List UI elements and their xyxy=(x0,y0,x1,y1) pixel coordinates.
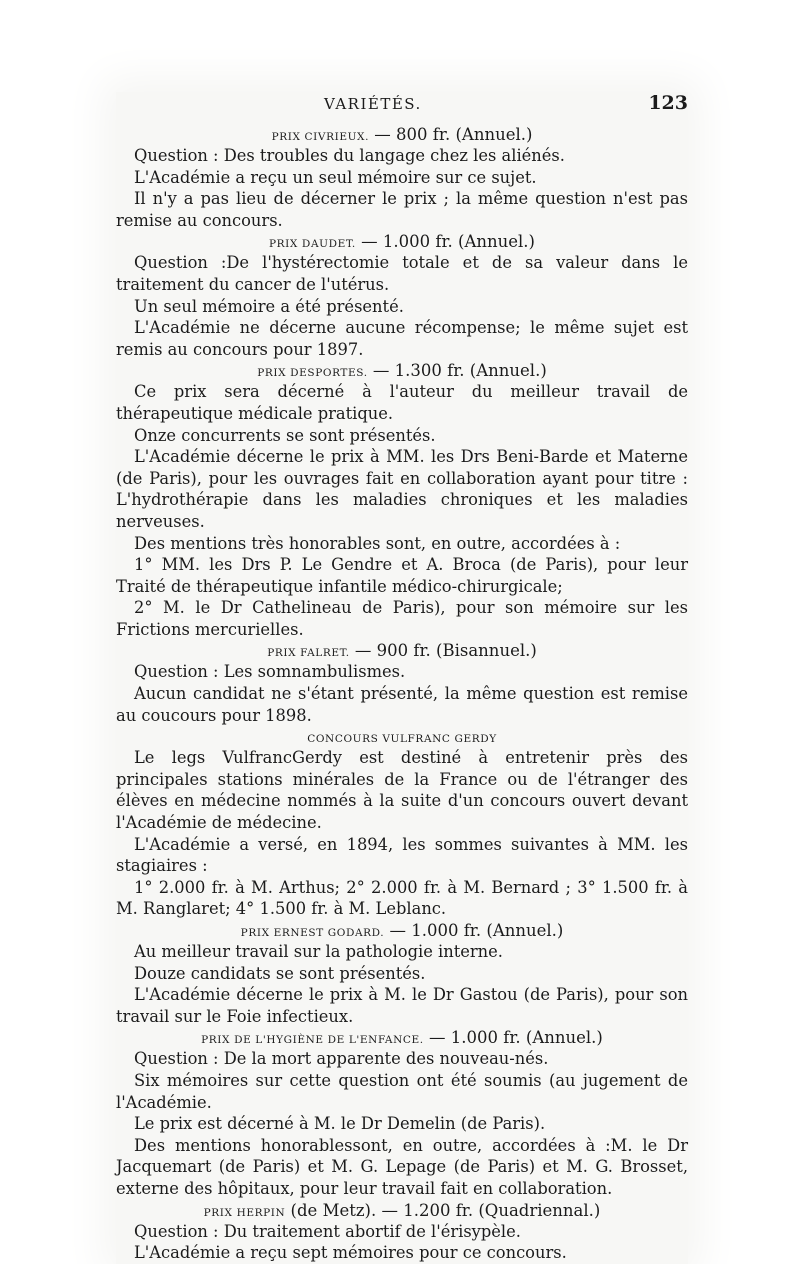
paragraph: Question : Les somnambulismes. xyxy=(134,662,406,682)
page-header xyxy=(116,92,688,122)
section-heading-vulfranc-gerdy xyxy=(116,726,688,747)
paragraph: 1° MM. les Drs P. Le Gendre et A. Broca (de Paris), pour leur Traité de thérapeutique infantile médico-chirurgicale; xyxy=(116,555,688,596)
paragraph: Aucun candidat ne s'étant présenté, la même question est remise au coucours pour 1898. xyxy=(116,684,688,725)
prize-amount: (de Metz). — 1.200 fr. (Quadriennal.) xyxy=(285,1200,601,1220)
paragraph: Six mémoires sur cette question ont été soumis (au jugement de l'Académie. xyxy=(116,1070,688,1112)
paragraph: Le legs VulfrancGerdy est destiné à entretenir près des principales stations minérales de la France ou de l'étranger des élèves en médecine nommés à la suite d'un concours ouvert devant l'Académie de médecine. xyxy=(116,748,688,833)
paragraph: Question : Du traitement abortif de l'érisypèle. xyxy=(134,1221,521,1241)
page-body xyxy=(116,124,688,1264)
paragraph: Question : Des troubles du langage chez les aliénés. xyxy=(134,146,565,165)
page-number: 123 xyxy=(648,92,688,114)
prize-name: PRIX ERNEST GODARD. xyxy=(240,927,385,939)
paragraph: Ce prix sera décerné à l'auteur du meilleur travail de thérapeutique médicale pratique. xyxy=(116,382,688,423)
section-heading-falret xyxy=(116,640,688,661)
paragraph: Question : De la mort apparente des nouveau-nés. xyxy=(134,1049,549,1069)
prize-name: PRIX DESPORTES. xyxy=(257,367,368,380)
paragraph: Il n'y a pas lieu de décerner le prix ; la même question n'est pas remise au concours. xyxy=(116,189,688,230)
paragraph: L'Académie a versé, en 1894, les sommes suivantes à MM. les stagiaires : xyxy=(116,834,688,876)
paragraph: Un seul mémoire a été présenté. xyxy=(134,296,404,316)
section-heading-herpin xyxy=(116,1200,688,1221)
section-heading-hygiene-enfance xyxy=(116,1027,688,1048)
prize-amount: — 1.300 fr. (Annuel.) xyxy=(367,361,547,381)
prize-name: CONCOURS VULFRANC GERDY xyxy=(307,733,497,746)
paragraph: L'Académie ne décerne aucune récompense; le même sujet est remis au concours pour 1897. xyxy=(116,318,688,359)
paragraph: L'Académie décerne le prix à MM. les Drs Beni-Barde et Materne (de Paris), pour les ouvrages fait en collaboration ayant pour titre : L'hydrothérapie dans les maladies chroniques et les maladies nerveuses. xyxy=(116,447,688,531)
paragraph: 2° M. le Dr Cathelineau de Paris), pour son mémoire sur les Frictions mercurielles. xyxy=(116,598,688,639)
section-heading-daudet xyxy=(116,231,688,252)
paragraph: 1° 2.000 fr. à M. Arthus; 2° 2.000 fr. à M. Bernard ; 3° 1.500 fr. à M. Ranglaret; 4° 1.500 fr. à M. Leblanc. xyxy=(116,877,688,919)
prize-amount: — 900 fr. (Bisannuel.) xyxy=(349,641,537,661)
prize-amount: — 1.000 fr. (Annuel.) xyxy=(355,232,535,252)
section-heading-desportes xyxy=(116,360,688,381)
paragraph: Des mentions très honorables sont, en outre, accordées à : xyxy=(134,533,621,553)
running-title: VARIÉTÉS. xyxy=(324,95,422,113)
paragraph: Onze concurrents se sont présentés. xyxy=(134,425,436,445)
prize-name: PRIX DE L'HYGIÈNE DE L'ENFANCE. xyxy=(201,1034,424,1047)
paragraph: L'Académie a reçu sept mémoires pour ce concours. xyxy=(134,1243,567,1263)
prize-name: PRIX HERPIN xyxy=(203,1206,286,1219)
paragraph: Douze candidats se sont présentés. xyxy=(134,963,426,983)
paragraph: Au meilleur travail sur la pathologie interne. xyxy=(134,942,503,961)
prize-name: PRIX DAUDET. xyxy=(269,238,356,251)
prize-amount: — 1.000 fr. (Annuel.) xyxy=(423,1028,603,1048)
prize-name: PRIX CIVRIEUX. xyxy=(271,131,370,143)
paragraph: L'Académie décerne le prix à M. le Dr Gastou (de Paris), pour son travail sur le Foie infectieux. xyxy=(116,985,688,1026)
paragraph: L'Académie a reçu un seul mémoire sur ce sujet. xyxy=(134,167,537,187)
paragraph: Question :De l'hystérectomie totale et de sa valeur dans le traitement du cancer de l'utérus. xyxy=(116,253,688,294)
paragraph: Des mentions honorablessont, en outre, accordées à :M. le Dr Jacquemart (de Paris) et M. G. Lepage (de Paris) et M. G. Brosset, externe des hôpitaux, pour leur travail fait en collaboration. xyxy=(116,1135,688,1198)
document-page xyxy=(116,92,688,1264)
paragraph: Le prix est décerné à M. le Dr Demelin (de Paris). xyxy=(134,1114,546,1134)
section-heading-civrieux xyxy=(116,124,688,145)
prize-amount: — 1.000 fr. (Annuel.) xyxy=(384,921,564,940)
prize-name: PRIX FALRET. xyxy=(267,647,350,660)
prize-amount: — 800 fr. (Annuel.) xyxy=(369,125,533,144)
section-heading-godard xyxy=(116,920,688,941)
